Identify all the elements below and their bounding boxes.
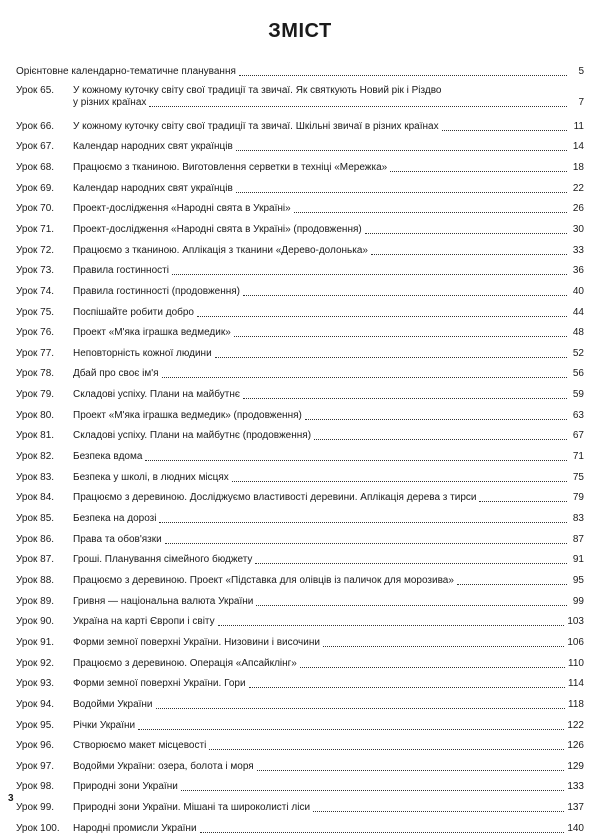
toc-lesson-number: Урок 67. (16, 141, 55, 153)
toc-entry-title: Безпека у школі, в людних місцях (73, 471, 229, 483)
toc-page-number: 103 (567, 616, 584, 628)
toc-entry (16, 327, 584, 339)
toc-entry-title: Проект «М'яка іграшка ведмедик» (продовження) (73, 409, 302, 421)
dot-leader (371, 253, 567, 255)
toc-lesson-number: Урок 96. (16, 740, 55, 752)
toc-entry (16, 678, 584, 690)
toc-entry-title: У кожному куточку світу свої традиції та звичаї. Шкільні звичаї в різних країнах (73, 120, 439, 132)
dot-leader (232, 480, 567, 482)
toc-entry-title: Створюємо макет місцевості (73, 740, 207, 752)
dot-leader (236, 149, 567, 151)
toc-entry (16, 699, 584, 711)
toc-entry (16, 245, 584, 257)
toc-page-number: 18 (572, 161, 584, 173)
toc-page-number: 137 (567, 802, 584, 814)
toc-lesson-number: Урок 83. (16, 471, 55, 483)
toc-entry-title: Неповторність кожної людини (73, 347, 212, 359)
toc-page-number: 110 (568, 657, 584, 669)
dot-leader (209, 748, 564, 750)
toc-entry (16, 554, 584, 566)
toc-entry (16, 740, 584, 752)
toc-page-number: 59 (572, 389, 584, 401)
toc-entry (16, 85, 584, 109)
toc-entry-title: Календар народних свят українців (73, 141, 233, 153)
toc-entry (16, 410, 584, 422)
toc-page-number: 48 (572, 327, 584, 339)
toc-entry-title: Працюємо з тканиною. Виготовлення серветки в техніці «Мережка» (73, 161, 388, 173)
toc-entry (16, 492, 584, 504)
toc-entry (16, 183, 584, 195)
toc-page-number: 133 (567, 781, 584, 793)
dot-leader (365, 232, 567, 234)
toc-entry-title: Працюємо з тканиною. Аплікація з тканини «Дерево-долонька» (73, 244, 368, 256)
toc-lesson-number: Урок 66. (16, 120, 55, 132)
toc-page-number: 5 (578, 66, 584, 77)
toc-entry-title: Безпека вдома (73, 451, 143, 463)
toc-entry-title: Україна на карті Європи і світу (73, 616, 215, 628)
toc-entry-title-continued: у різних країнах (73, 97, 147, 108)
toc-entry-title: Форми земної поверхні України. Гори (73, 678, 246, 690)
toc-lesson-number: Урок 80. (16, 409, 55, 421)
dot-leader (138, 728, 564, 730)
toc-lesson-number: Урок 75. (16, 306, 55, 318)
toc-page-number: 79 (572, 492, 584, 504)
toc-lesson-number: Урок 82. (16, 451, 55, 463)
toc-entry-title: Проект-дослідження «Народні свята в Україні» (продовження) (73, 223, 362, 235)
toc-lesson-number: Урок 91. (16, 636, 55, 648)
toc-entry (16, 224, 584, 236)
toc-lesson-number: Урок 88. (16, 574, 55, 586)
toc-page-number: 75 (572, 471, 584, 483)
toc-entry-title: Гривня — національна валюта України (73, 595, 254, 607)
toc-entry (16, 430, 584, 442)
toc-entry-title: Працюємо з деревиною. Проект «Підставка для олівців із паличок для морозива» (73, 574, 454, 586)
toc-lesson-number: Урок 97. (16, 760, 55, 772)
toc-page-number: 52 (572, 347, 584, 359)
toc-lesson-number: Урок 68. (16, 161, 55, 173)
toc-entry (16, 286, 584, 298)
toc-lesson-number: Урок 86. (16, 533, 55, 545)
dot-leader (479, 500, 567, 502)
toc-lesson-number: Урок 81. (16, 430, 55, 442)
toc-page-number: 33 (572, 244, 584, 256)
toc-entry-title: Форми земної поверхні України. Низовини і височини (73, 636, 320, 648)
toc-entry-title: Проект-дослідження «Народні свята в Україні» (73, 203, 291, 215)
toc-lesson-number: Урок 98. (16, 781, 55, 793)
toc-lesson-number: Урок 74. (16, 285, 55, 297)
toc-lesson-number: Урок 99. (16, 802, 55, 814)
toc-page-number: 40 (572, 285, 584, 297)
dot-leader (390, 170, 567, 172)
dot-leader (172, 273, 567, 275)
dot-leader (215, 356, 567, 358)
toc-lesson-number: Урок 70. (16, 203, 55, 215)
toc-lesson-number: Урок 84. (16, 492, 55, 504)
toc-lesson-number: Урок 95. (16, 719, 55, 731)
toc-page-number: 140 (567, 822, 584, 834)
dot-leader (239, 74, 567, 76)
toc-entry (16, 802, 584, 814)
dot-leader (257, 769, 565, 771)
toc-page-number: 126 (567, 740, 584, 752)
toc-entry (16, 121, 584, 133)
dot-leader (300, 666, 565, 668)
dot-leader (149, 105, 567, 107)
toc-entry-title: Річки України (73, 719, 136, 731)
toc-entry (16, 265, 584, 277)
dot-leader (243, 397, 567, 399)
toc-lesson-number: Урок 79. (16, 389, 55, 401)
toc-entry (16, 596, 584, 608)
toc-lesson-number: Урок 87. (16, 554, 55, 566)
toc-page-number: 83 (572, 513, 584, 524)
toc-entry (16, 472, 584, 484)
toc-entry (16, 348, 584, 360)
dot-leader (181, 789, 565, 791)
dot-leader (165, 542, 567, 544)
toc-entry (16, 368, 584, 380)
toc-page-number: 91 (572, 554, 584, 566)
toc-page-number: 114 (568, 678, 584, 690)
dot-leader (249, 686, 566, 688)
toc-entry-title: Природні зони України. Мішані та широколисті ліси (73, 802, 311, 814)
toc-lesson-number: Урок 100. (16, 822, 60, 834)
toc-entry (16, 637, 584, 649)
toc-entry-title: Складові успіху. Плани на майбутнє (продовження) (73, 430, 312, 442)
toc-entry-title: Водойми України (73, 698, 153, 710)
toc-page-number: 14 (572, 141, 584, 153)
toc-entry-title: Орієнтовне календарно-тематичне планування (16, 66, 236, 77)
toc-page-number: 7 (578, 97, 584, 108)
toc-entry (16, 534, 584, 546)
dot-leader (197, 315, 567, 317)
toc-page-number: 71 (572, 451, 584, 463)
dot-leader (162, 376, 567, 378)
dot-leader (145, 459, 567, 461)
toc-lesson-number: Урок 85. (16, 513, 55, 524)
toc-lesson-number: Урок 90. (16, 616, 55, 628)
toc-entry (16, 761, 584, 773)
toc-lesson-number: Урок 71. (16, 223, 55, 235)
dot-leader (305, 418, 567, 420)
dot-leader (218, 624, 565, 626)
toc-page-number: 11 (573, 120, 584, 132)
toc-lesson-number: Урок 76. (16, 327, 55, 339)
toc-entry-title: Безпека на дорозі (73, 513, 157, 524)
dot-leader (159, 521, 567, 523)
toc-page-number: 118 (568, 698, 584, 710)
toc-entry-title: Народні промисли України (73, 822, 197, 834)
toc-page-number: 129 (567, 760, 584, 772)
page-title: ЗМІСТ (268, 20, 332, 42)
toc-entry-title: Правила гостинності (73, 265, 169, 277)
page-number: 3 (8, 793, 14, 804)
toc-page-number: 22 (572, 182, 584, 194)
toc-lesson-number: Урок 78. (16, 368, 55, 380)
toc-entry (16, 389, 584, 401)
toc-lesson-number: Урок 77. (16, 347, 55, 359)
dot-leader (314, 438, 567, 440)
toc-page-number: 63 (572, 409, 584, 421)
toc-entry (16, 162, 584, 174)
toc-entry (16, 575, 584, 587)
dot-leader (313, 810, 564, 812)
toc-entry (16, 616, 584, 628)
dot-leader (200, 831, 565, 833)
toc-entry-title: Складові успіху. Плани на майбутнє (73, 389, 240, 401)
toc-page-number: 99 (572, 595, 584, 607)
toc-lesson-number: Урок 72. (16, 244, 55, 256)
toc-page-number: 122 (567, 719, 584, 731)
toc-lesson-number: Урок 93. (16, 678, 55, 690)
toc-page-number: 106 (567, 636, 584, 648)
toc-page-number: 30 (572, 223, 584, 235)
toc-lesson-number: Урок 92. (16, 657, 55, 669)
toc-entry-title: Дбай про своє ім'я (73, 368, 159, 380)
toc-entry (16, 141, 584, 153)
toc-entry-title: Працюємо з деревиною. Операція «Апсайклінг» (73, 657, 297, 669)
toc-entry (16, 307, 584, 319)
toc-entry (16, 720, 584, 732)
toc-entry-title: Календар народних свят українців (73, 182, 233, 194)
toc-entry-title: Правила гостинності (продовження) (73, 285, 241, 297)
toc-entry-title: Проект «М'яка іграшка ведмедик» (73, 327, 231, 339)
toc-lesson-number: Урок 69. (16, 182, 55, 194)
toc-entry (16, 513, 584, 525)
dot-leader (457, 583, 567, 585)
toc-entry (16, 451, 584, 463)
toc-page-number: 26 (572, 203, 584, 215)
toc-page-number: 44 (572, 306, 584, 318)
toc-lesson-number: Урок 89. (16, 595, 55, 607)
toc-lesson-number: Урок 73. (16, 265, 55, 277)
dot-leader (243, 294, 567, 296)
toc-entry (16, 823, 584, 835)
dot-leader (255, 562, 567, 564)
toc-page-number: 56 (572, 368, 584, 380)
dot-leader (236, 191, 567, 193)
dot-leader (323, 645, 564, 647)
dot-leader (234, 335, 567, 337)
toc-entry (16, 66, 584, 78)
dot-leader (256, 604, 567, 606)
toc-entry-title: Природні зони України (73, 781, 178, 793)
dot-leader (442, 129, 567, 131)
toc-lesson-number: Урок 94. (16, 698, 55, 710)
toc-entry (16, 203, 584, 215)
toc-entry-title: Поспішайте робити добро (73, 306, 194, 318)
toc-entry-title: У кожному куточку світу свої традиції та звичаї. Як святкують Новий рік і Різдво (73, 85, 442, 96)
toc-entry-title: Працюємо з деревиною. Досліджуємо властивості деревини. Аплікація дерева з тирси (73, 492, 477, 504)
toc-page-number: 87 (572, 533, 584, 545)
toc-lesson-number: Урок 65. (16, 85, 55, 96)
toc-entry-title: Гроші. Планування сімейного бюджету (73, 554, 253, 566)
dot-leader (156, 707, 566, 709)
toc-page-number: 67 (572, 430, 584, 442)
toc-page-number: 36 (572, 265, 584, 277)
toc-page-number: 95 (572, 574, 584, 586)
toc-entry (16, 781, 584, 793)
dot-leader (294, 211, 567, 213)
toc-entry-title: Права та обов'язки (73, 533, 162, 545)
toc-entry (16, 658, 584, 670)
toc-entry-title: Водойми України: озера, болота і моря (73, 760, 254, 772)
